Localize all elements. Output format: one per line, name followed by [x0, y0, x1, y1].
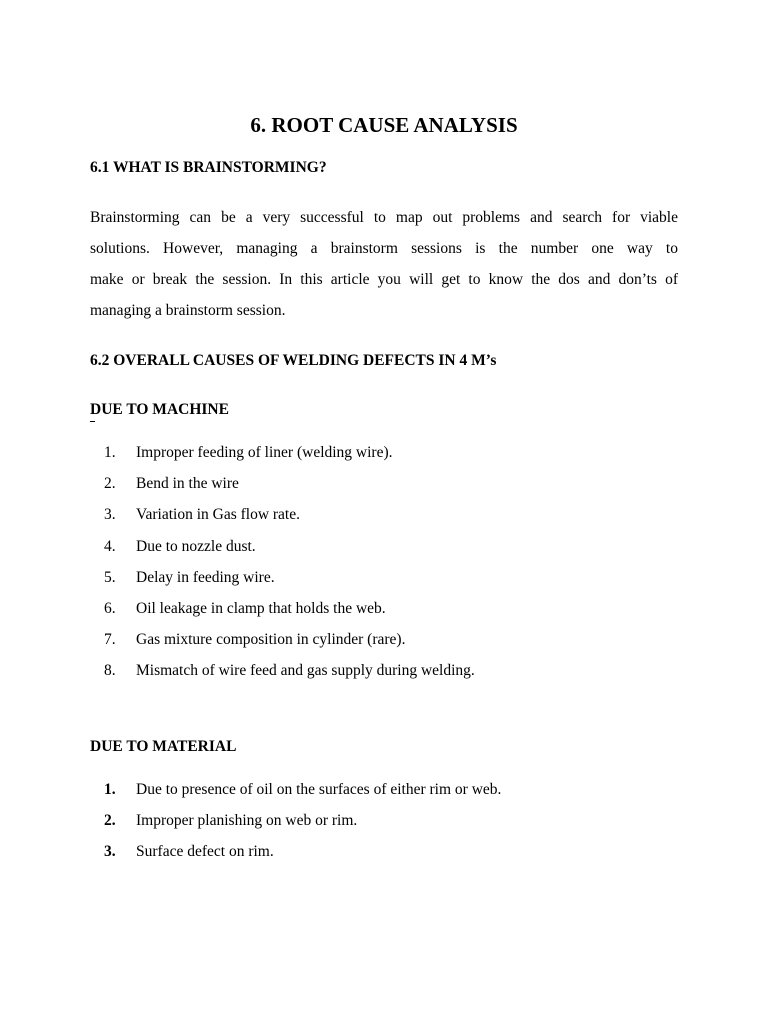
subheading-due-to-material: DUE TO MATERIAL: [90, 738, 237, 755]
list-text: Due to nozzle dust.: [136, 537, 256, 555]
list-text: Oil leakage in clamp that holds the web.: [136, 599, 386, 617]
brainstorming-paragraph: [90, 202, 678, 326]
list-text: Bend in the wire: [136, 475, 239, 493]
paragraph-line: Brainstorming can be a very successful to map out problems and search for viable: [90, 209, 678, 226]
list-item: [104, 474, 475, 505]
list-number: 3.: [104, 843, 116, 861]
page-title: 6. ROOT CAUSE ANALYSIS: [250, 113, 518, 137]
underline-mark: [90, 421, 95, 422]
list-number: 1.: [104, 781, 116, 798]
list-number: 5.: [104, 568, 116, 586]
list-number: 2.: [104, 475, 116, 493]
list-number: 6.: [104, 599, 116, 617]
list-item: [104, 505, 475, 536]
list-text: Surface defect on rim.: [136, 843, 274, 861]
list-item: [104, 780, 501, 811]
list-number: 4.: [104, 537, 116, 555]
paragraph-line: make or break the session. In this article you will get to know the dos and don’ts of: [90, 271, 678, 288]
list-number: 3.: [104, 506, 116, 524]
list-text: Due to presence of oil on the surfaces of either rim or web.: [136, 781, 502, 798]
subheading-due-to-machine: DUE TO MACHINE: [90, 401, 229, 418]
list-number: 1.: [104, 444, 116, 461]
list-item: [104, 842, 501, 873]
list-item: [104, 811, 501, 842]
list-item: [104, 568, 475, 599]
list-item: [104, 630, 475, 661]
material-causes-list: [104, 780, 501, 874]
list-number: 7.: [104, 631, 116, 649]
list-text: Improper feeding of liner (welding wire).: [136, 444, 393, 461]
list-text: Variation in Gas flow rate.: [136, 506, 300, 524]
list-number: 8.: [104, 662, 116, 680]
list-item: [104, 537, 475, 568]
list-text: Delay in feeding wire.: [136, 568, 275, 586]
machine-causes-list: [104, 443, 475, 693]
list-item: [104, 599, 475, 630]
list-number: 2.: [104, 812, 116, 830]
paragraph-line: managing a brainstorm session.: [90, 302, 286, 319]
paragraph-line: solutions. However, managing a brainstorm sessions is the number one way to: [90, 240, 678, 257]
list-item: [104, 443, 475, 474]
section-heading-brainstorming: 6.1 WHAT IS BRAINSTORMING?: [90, 159, 327, 176]
list-text: Gas mixture composition in cylinder (rare).: [136, 631, 406, 649]
list-item: [104, 661, 475, 692]
list-text: Improper planishing on web or rim.: [136, 812, 358, 830]
list-text: Mismatch of wire feed and gas supply during welding.: [136, 662, 475, 680]
section-heading-welding-defects: 6.2 OVERALL CAUSES OF WELDING DEFECTS IN 4 M’s: [90, 352, 497, 369]
